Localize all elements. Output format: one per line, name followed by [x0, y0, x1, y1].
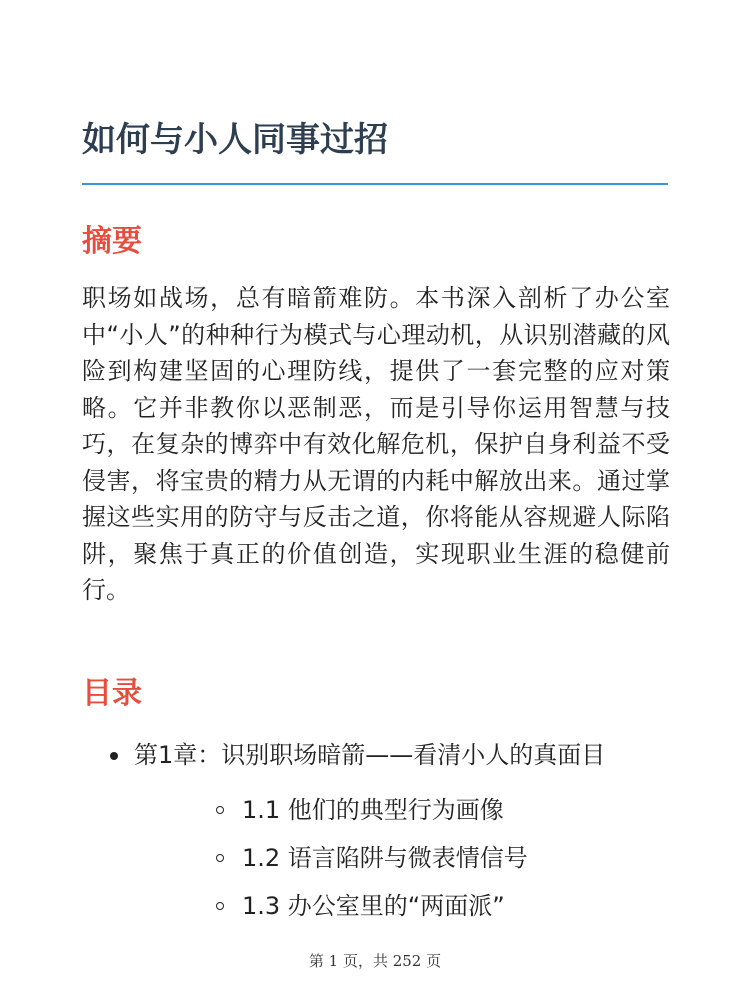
toc-list	[82, 732, 682, 930]
summary-paragraph: 职场如战场，总有暗箭难防。本书深入剖析了办公室中“小人”的种种行为模式与心理动机，从识别潜藏的风险到构建坚固的心理防线，提供了一套完整的应对策略。它并非教你以恶制恶，而是引导你运用智慧与技巧，在复杂的博弈中有效化解危机，保护自身利益不受侵害，将宝贵的精力从无谓的内耗中解放出来。通过掌握这些实用的防守与反击之道，你将能从容规避人际陷阱，聚焦于真正的价值创造，实现职业生涯的稳健前行。	[82, 284, 670, 604]
document-title: 如何与小人同事过招	[82, 120, 388, 160]
summary-heading: 摘要	[82, 224, 142, 259]
toc-section-title: 1.3 办公室里的“两面派”	[242, 892, 505, 920]
toc-chapter-1	[82, 732, 682, 930]
bullet-disc-icon	[110, 752, 118, 760]
toc-section-title: 1.2 语言陷阱与微表情信号	[242, 844, 528, 872]
toc-section-1-2	[134, 834, 682, 882]
toc-section-list	[134, 786, 682, 930]
page-number-footer: 第 1 页，共 252 页	[308, 952, 442, 970]
toc-section-1-3	[134, 882, 682, 930]
toc-heading: 目录	[82, 676, 142, 711]
bullet-circle-icon	[216, 854, 224, 862]
title-divider	[82, 183, 668, 185]
toc-section-1-1	[134, 786, 682, 834]
bullet-circle-icon	[216, 806, 224, 814]
bullet-circle-icon	[216, 902, 224, 910]
toc-chapter-title: 第1章：识别职场暗箭——看清小人的真面目	[134, 741, 606, 769]
toc-section-title: 1.1 他们的典型行为画像	[242, 796, 504, 824]
